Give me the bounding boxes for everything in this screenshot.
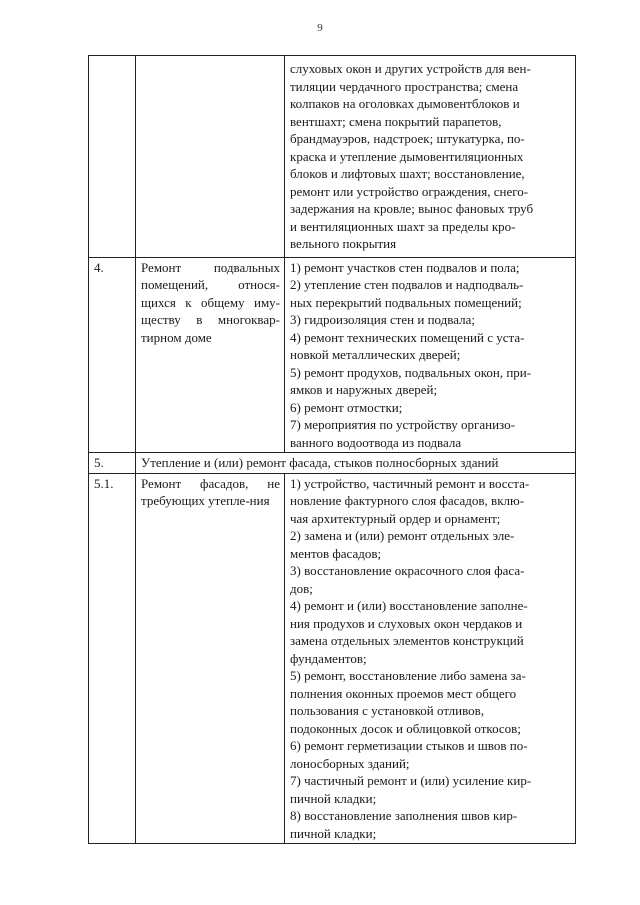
description-line: 4) ремонт технических помещений с уста- bbox=[290, 329, 525, 345]
works-table bbox=[88, 55, 576, 844]
description-line: 7) мероприятия по устройству организо- bbox=[290, 417, 515, 432]
description-line: 1) устройство, частичный ремонт и восста- bbox=[290, 475, 530, 491]
description-line: ментов фасадов; bbox=[290, 545, 382, 561]
description-line: колпаков на оголовках дымовентблоков и bbox=[290, 96, 520, 111]
description-line: 1) ремонт участков стен подвалов и пола; bbox=[290, 259, 520, 275]
work-title: Ремонт фасадов, не требующих утепле-ния bbox=[136, 473, 285, 844]
description-line: чая архитектурный ордер и орнамент; bbox=[290, 510, 501, 526]
description-line: 3) восстановление окрасочного слоя фаса- bbox=[290, 563, 525, 578]
description-line: лоносборных зданий; bbox=[290, 755, 410, 771]
description-line: новление фактурного слоя фасадов, вклю- bbox=[290, 493, 525, 508]
description-line: задержания на кровле; вынос фановых труб bbox=[290, 201, 534, 216]
item-number: 5. bbox=[89, 453, 136, 474]
description-line: 7) частичный ремонт и (или) усиление кир- bbox=[290, 773, 532, 788]
description-line: брандмауэров, надстроек; штукатурка, по- bbox=[290, 131, 525, 146]
description-line: блоков и лифтовых шахт; восстановление, bbox=[290, 166, 525, 181]
description-line: ремонт или устройство ограждения, снего- bbox=[290, 183, 529, 199]
item-number: 5.1. bbox=[89, 473, 136, 844]
description-line: замена отдельных элементов конструкций bbox=[290, 633, 524, 648]
description-line: пичной кладки; bbox=[290, 825, 377, 841]
description-line: 6) ремонт отмостки; bbox=[290, 399, 403, 415]
description-line: 8) восстановление заполнения швов кир- bbox=[290, 808, 518, 823]
description-line: пичной кладки; bbox=[290, 790, 377, 806]
page-number: 9 bbox=[317, 22, 323, 34]
description-line: тиляции чердачного пространства; смена bbox=[290, 78, 519, 94]
table-row-cont bbox=[89, 56, 576, 258]
description-line: ванного водоотвода из подвала bbox=[290, 434, 462, 450]
work-description bbox=[285, 473, 576, 844]
description-line: подоконных досок и облицовкой откосов; bbox=[290, 720, 521, 736]
description-line: ния продухов и слуховых окон чердаков и bbox=[290, 615, 523, 631]
description-line: пользования с установкой отливов, bbox=[290, 703, 485, 718]
description-line: и вентиляционных шахт за пределы кро- bbox=[290, 218, 516, 234]
section-title: Утепление и (или) ремонт фасада, стыков полносборных зданий bbox=[136, 453, 576, 474]
description-line: 5) ремонт продухов, подвальных окон, при- bbox=[290, 364, 532, 380]
work-description bbox=[285, 257, 576, 453]
item-number: 4. bbox=[89, 257, 136, 453]
description-line: новкой металлических дверей; bbox=[290, 347, 461, 362]
work-title bbox=[136, 56, 285, 258]
description-line: 5) ремонт, восстановление либо замена за- bbox=[290, 668, 526, 683]
description-line: 3) гидроизоляция стен и подвала; bbox=[290, 312, 475, 327]
description-line: слуховых окон и других устройств для вен- bbox=[290, 61, 531, 76]
description-line: дов; bbox=[290, 580, 313, 596]
description-line: 2) замена и (или) ремонт отдельных эле- bbox=[290, 528, 515, 543]
work-description bbox=[285, 56, 576, 258]
description-line: полнения оконных проемов мест общего bbox=[290, 685, 517, 701]
table-row-item bbox=[89, 473, 576, 844]
description-line: 6) ремонт герметизации стыков и швов по- bbox=[290, 738, 528, 753]
table-row-section bbox=[89, 453, 576, 474]
description-line: ных перекрытий подвальных помещений; bbox=[290, 294, 522, 310]
item-number bbox=[89, 56, 136, 258]
description-line: вельного покрытия bbox=[290, 236, 397, 251]
work-title: Ремонт подвальных помещений, относя-щихся к общему иму-ществу в многоквар-тирном доме bbox=[136, 257, 285, 453]
description-line: вентшахт; смена покрытий парапетов, bbox=[290, 113, 502, 129]
description-line: краска и утепление дымовентиляционных bbox=[290, 148, 524, 164]
description-line: ямков и наружных дверей; bbox=[290, 382, 438, 397]
description-line: фундаментов; bbox=[290, 650, 367, 666]
description-line: 4) ремонт и (или) восстановление заполне- bbox=[290, 598, 528, 613]
table-row-item bbox=[89, 257, 576, 453]
description-line: 2) утепление стен подвалов и надподваль- bbox=[290, 277, 524, 292]
